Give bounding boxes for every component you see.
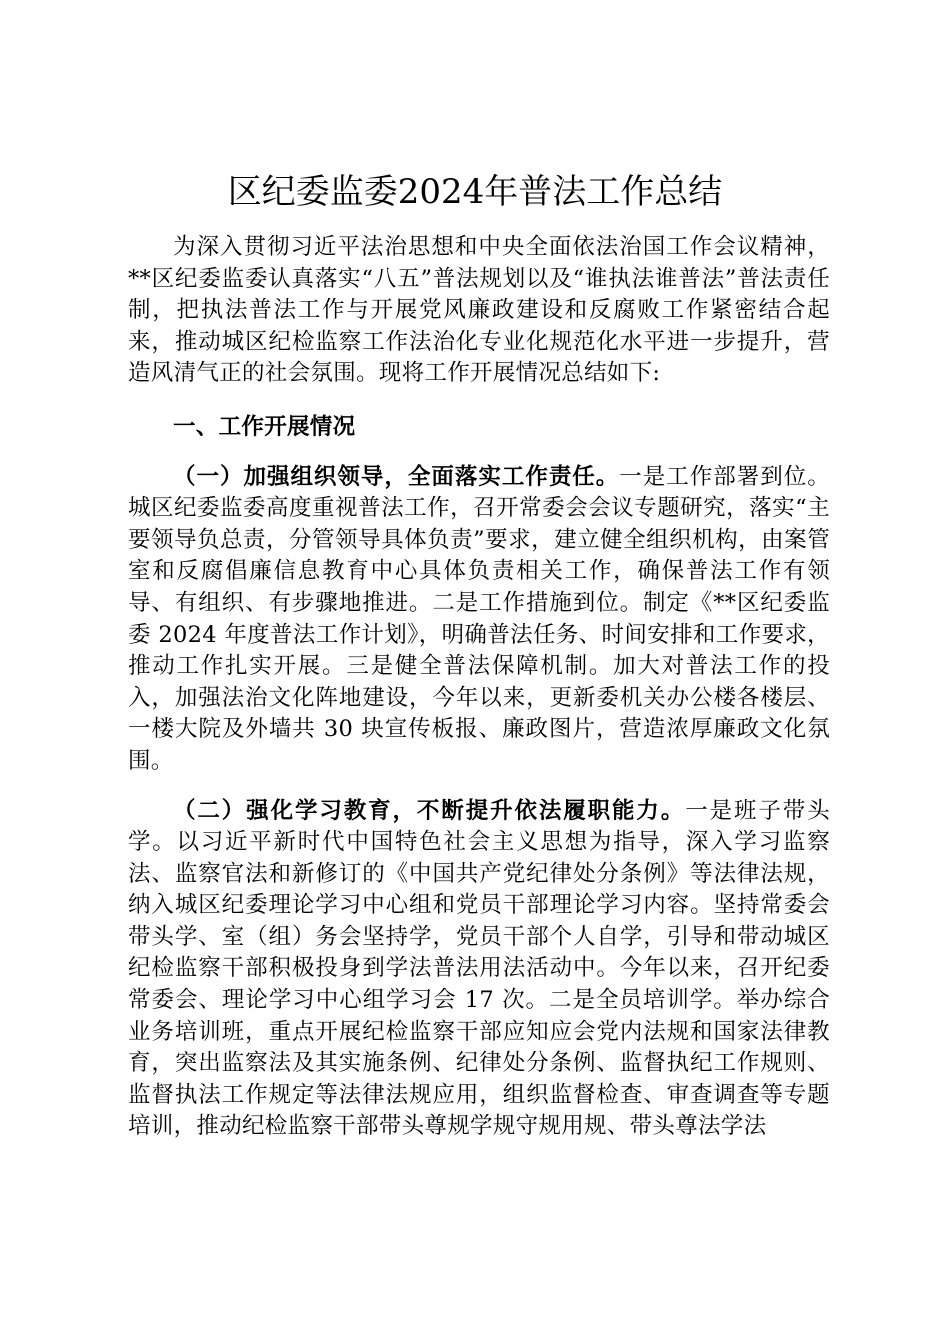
item-body-1: 一是工作部署到位。城区纪委监委高度重视普法工作，召开常委会会议专题研究，落实“主要领导负总责，分管领导具体负责”要求，建立健全组织机构，由案管室和反腐倡廉信息教育中心具体负责相关工作，确保普法工作有领导、有组织、有步骤地推进。二是工作措施到位。制定《**区纪委监委 2024 年度普法工作计划》，明确普法任务、时间安排和工作要求，推动工作扎实开展。三是健全普法保障机制。加大对普法工作的投入，加强法治文化阵地建设，今年以来，更新委机关办公楼各楼层、一楼大院及外墙共 30 块宣传板报、廉政图片，营造浓厚廉政文化氛围。 [128,463,831,774]
item-body-2: 一是班子带头学。以习近平新时代中国特色社会主义思想为指导，深入学习监察法、监察官法和新修订的《中国共产党纪律处分条例》等法律法规，纳入城区纪委理论学习中心组和党员干部理论学习内容。坚持常委会带头学、室（组）务会坚持学，党员干部个人自学，引导和带动城区纪检监察干部积极投身到学法普法用法活动中。今年以来，召开纪委常委会、理论学习中心组学习会 17 次。二是全员培训学。举办综合业务培训班，重点开展纪检监察干部应知应会党内法规和国家法律教育，突出监察法及其实施条例、纪律处分条例、监督执纪工作规则、监督执法工作规定等法律法规应用，组织监督检查、审查调查等专题培训，推动纪检监察干部带头尊规学规守规用规、带头尊法学法 [128,797,830,1140]
item-heading-1: （一）加强组织领导，全面落实工作责任。 [173,463,620,490]
item-paragraph-1 [128,462,830,778]
intro-paragraph: 为深入贯彻习近平法治思想和中央全面依法治国工作会议精神，**区纪委监委认真落实“八五”普法规划以及“谁执法谁普法”普法责任制，把执法普法工作与开展党风廉政建设和反腐败工作紧密结合起来，推动城区纪检监察工作法治化专业化规范化水平进一步提升，营造风清气正的社会氛围。现将工作开展情况总结如下: [128,234,830,387]
item-heading-2: （二）强化学习教育，不断提升依法履职能力。 [173,797,686,824]
item-paragraph-2 [128,796,830,1144]
document-title: 区纪委监委2024年普法工作总结 [227,172,723,212]
section-heading: 一、工作开展情况 [173,413,356,440]
document-body [128,232,830,1161]
